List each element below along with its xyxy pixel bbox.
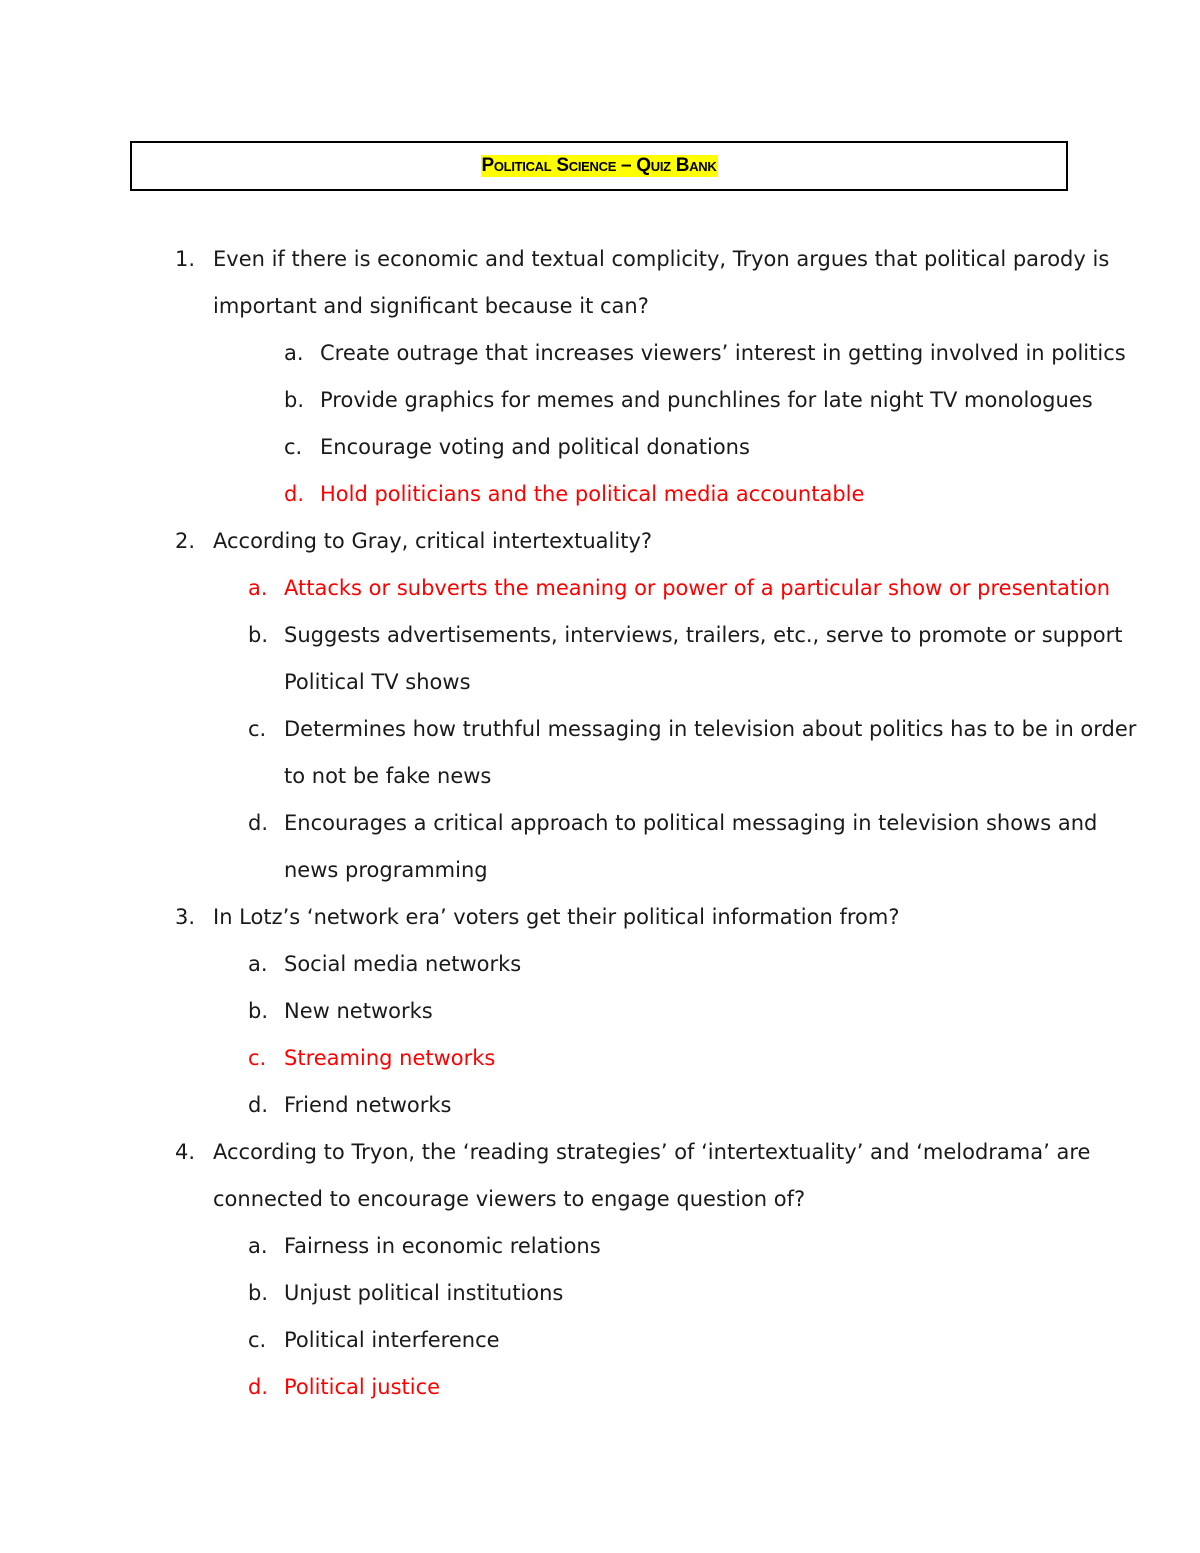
question-text: Even if there is economic and textual complicity, Tryon argues that political parody is <box>213 247 1110 271</box>
answer-letter: b. <box>284 388 305 412</box>
answer-option <box>0 330 1200 377</box>
question-4-line-1 <box>0 1129 1200 1176</box>
question-text: According to Tryon, the ‘reading strategies’ of ‘intertextuality’ and ‘melodrama’ are <box>213 1140 1091 1164</box>
question-text: In Lotz’s ‘network era’ voters get their political information from? <box>213 905 900 929</box>
answer-option <box>0 377 1200 424</box>
answer-text: Create outrage that increases viewers’ interest in getting involved in politics <box>320 341 1126 365</box>
question-number: 4. <box>175 1140 196 1164</box>
question-1-line-2 <box>0 283 1200 330</box>
question-number: 1. <box>175 247 196 271</box>
answer-text: Attacks or subverts the meaning or power of a particular show or presentation <box>284 576 1111 600</box>
answer-option <box>0 706 1200 753</box>
title-box <box>130 141 1068 191</box>
answer-option <box>0 1223 1200 1270</box>
answer-option <box>0 800 1200 847</box>
answer-letter: b. <box>248 999 269 1023</box>
answer-letter: c. <box>248 1328 267 1352</box>
answer-letter: b. <box>248 1281 269 1305</box>
answer-text: Streaming networks <box>284 1046 496 1070</box>
answer-text-continued: Political TV shows <box>284 670 471 694</box>
answer-letter: c. <box>248 717 267 741</box>
answer-letter: d. <box>248 811 269 835</box>
answer-option <box>0 424 1200 471</box>
answer-option <box>0 1270 1200 1317</box>
answer-option-correct <box>0 565 1200 612</box>
answer-text: New networks <box>284 999 433 1023</box>
question-text-continued: important and significant because it can? <box>213 294 649 318</box>
answer-letter: c. <box>248 1046 267 1070</box>
answer-option <box>0 612 1200 659</box>
answer-text: Hold politicians and the political media accountable <box>320 482 865 506</box>
question-3-line-1 <box>0 894 1200 941</box>
answer-option <box>0 1082 1200 1129</box>
answer-letter: d. <box>248 1375 269 1399</box>
answer-text: Provide graphics for memes and punchlines for late night TV monologues <box>320 388 1093 412</box>
answer-letter: d. <box>248 1093 269 1117</box>
question-number: 2. <box>175 529 196 553</box>
question-1-line-1 <box>0 236 1200 283</box>
answer-text: Encourage voting and political donations <box>320 435 750 459</box>
answer-text: Political interference <box>284 1328 500 1352</box>
question-text: According to Gray, critical intertextuality? <box>213 529 653 553</box>
question-number: 3. <box>175 905 196 929</box>
answer-option-correct <box>0 471 1200 518</box>
answer-text: Social media networks <box>284 952 522 976</box>
question-text-continued: connected to encourage viewers to engage question of? <box>213 1187 806 1211</box>
answer-text: Determines how truthful messaging in television about politics has to be in order <box>284 717 1137 741</box>
answer-letter: a. <box>248 952 268 976</box>
answer-option <box>0 941 1200 988</box>
answer-option-continued <box>0 847 1200 894</box>
question-2-line-1 <box>0 518 1200 565</box>
page-title: Political Science – Quiz Bank <box>481 155 717 176</box>
answer-option <box>0 1317 1200 1364</box>
answer-option-continued <box>0 659 1200 706</box>
answer-text-continued: news programming <box>284 858 488 882</box>
answer-letter: b. <box>248 623 269 647</box>
answer-text: Unjust political institutions <box>284 1281 564 1305</box>
answer-text: Fairness in economic relations <box>284 1234 601 1258</box>
answer-option-correct <box>0 1364 1200 1411</box>
answer-text: Friend networks <box>284 1093 452 1117</box>
answer-text: Political justice <box>284 1375 441 1399</box>
answer-option <box>0 988 1200 1035</box>
answer-letter: c. <box>284 435 303 459</box>
answer-letter: a. <box>284 341 304 365</box>
answer-option-continued <box>0 753 1200 800</box>
answer-option-correct <box>0 1035 1200 1082</box>
answer-letter: d. <box>284 482 305 506</box>
question-4-line-2 <box>0 1176 1200 1223</box>
question-list <box>0 236 1200 1411</box>
answer-text: Suggests advertisements, interviews, trailers, etc., serve to promote or support <box>284 623 1123 647</box>
answer-text-continued: to not be fake news <box>284 764 492 788</box>
answer-text: Encourages a critical approach to political messaging in television shows and <box>284 811 1098 835</box>
answer-letter: a. <box>248 1234 268 1258</box>
answer-letter: a. <box>248 576 268 600</box>
